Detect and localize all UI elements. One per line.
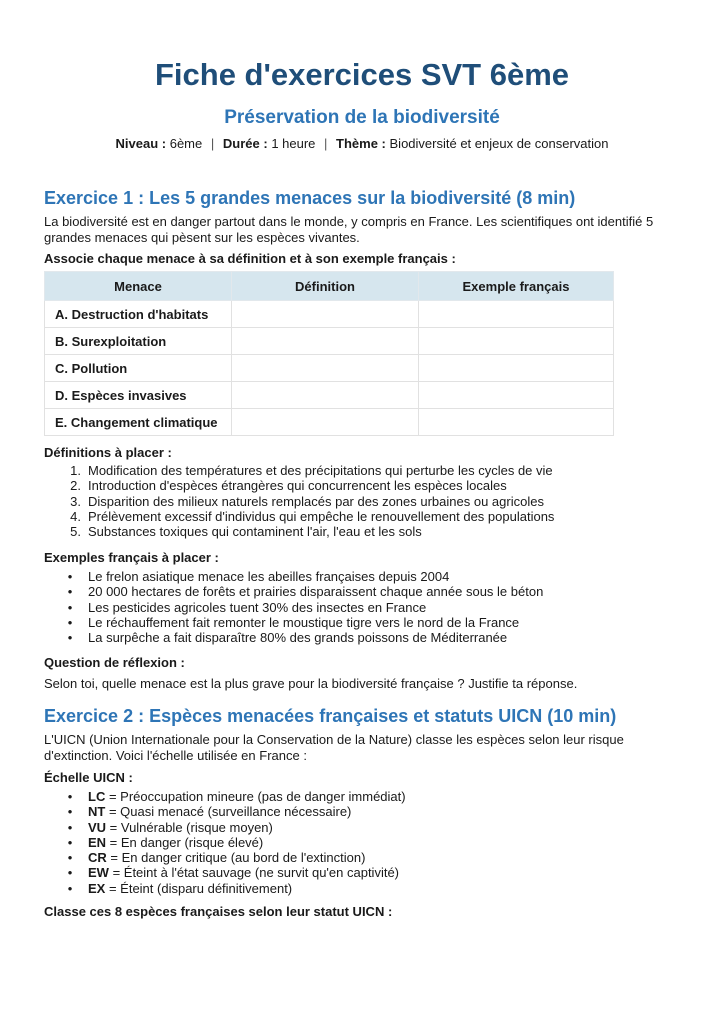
definition-answer-cell[interactable] (232, 328, 419, 355)
question-text: Selon toi, quelle menace est la plus grave pour la biodiversité française ? Justifie ta réponse. (44, 676, 578, 691)
item-number: 2. (70, 478, 81, 494)
definition-answer-cell[interactable] (232, 382, 419, 409)
item-number: 4. (70, 508, 81, 524)
example-answer-cell[interactable] (419, 355, 614, 382)
status-code: CR (88, 850, 107, 866)
example-answer-cell[interactable] (419, 301, 614, 328)
status-description: = En danger critique (au bord de l'extinction) (106, 850, 366, 866)
definition-answer-cell[interactable] (232, 301, 419, 328)
bullet-icon: • (67, 819, 73, 835)
bullet-icon: • (67, 834, 73, 850)
meta-duration-label: Durée : (222, 136, 268, 151)
meta-theme-value: Biodiversité et enjeux de conservation (389, 136, 609, 151)
list-item (44, 835, 406, 850)
status-description: = Vulnérable (risque moyen) (106, 819, 273, 835)
exercise1-intro: La biodiversité est en danger partout dans le monde, y compris en France. Les scientifiques ont identifié 5 grandes menaces qui pèsent sur les espèces vivantes. (44, 214, 654, 245)
status-description: = Quasi menacé (surveillance nécessaire) (105, 804, 352, 820)
threat-cell: D. Espèces invasives (45, 382, 232, 409)
uicn-scale-list (44, 789, 406, 896)
bullet-icon: • (67, 880, 73, 896)
item-text: Disparition des milieux naturels remplacés par des zones urbaines ou agricoles (88, 493, 544, 509)
exercise2-instruction: Classe ces 8 espèces françaises selon leur statut UICN : (44, 904, 393, 919)
bullet-icon: • (67, 599, 73, 615)
page-subtitle: Préservation de la biodiversité (224, 107, 500, 128)
list-item (44, 584, 543, 599)
status-code: VU (88, 819, 107, 835)
item-text: Le réchauffement fait remonter le moustique tigre vers le nord de la France (88, 614, 520, 630)
question-label: Question de réflexion : (44, 655, 185, 670)
table-row (45, 409, 614, 436)
item-text: Le frelon asiatique menace les abeilles françaises depuis 2004 (88, 569, 450, 584)
list-item (44, 789, 406, 804)
status-description: = Préoccupation mineure (pas de danger immédiat) (105, 789, 406, 804)
scale-label: Échelle UICN : (44, 770, 133, 785)
status-description: = Éteint (disparu définitivement) (105, 880, 293, 896)
item-number: 5. (70, 524, 81, 540)
meta-separator: | (210, 136, 215, 151)
list-item (44, 615, 543, 630)
list-item (44, 509, 554, 524)
column-header-definition: Définition (232, 272, 419, 301)
examples-list (44, 569, 543, 645)
threat-cell: B. Surexploitation (45, 328, 232, 355)
list-item (44, 600, 543, 615)
exercise2-heading: Exercice 2 : Espèces menacées françaises et statuts UICN (10 min) (44, 706, 617, 726)
page-title: Fiche d'exercices SVT 6ème (154, 57, 570, 92)
status-description: = Éteint à l'état sauvage (ne survit qu'en captivité) (108, 865, 399, 881)
exercise2-intro: L'UICN (Union Internationale pour la Conservation de la Nature) classe les espèces selon leur risque d'extinction. Voici l'échelle utilisée en France : (44, 732, 624, 763)
list-item (44, 850, 406, 865)
bullet-icon: • (67, 804, 73, 820)
status-code: NT (88, 804, 106, 820)
list-item (44, 865, 406, 880)
list-item (44, 804, 406, 819)
table-row (45, 382, 614, 409)
meta-line (44, 136, 680, 152)
item-text: Substances toxiques qui contaminent l'air, l'eau et les sols (88, 524, 422, 540)
meta-level-value: 6ème (169, 136, 203, 151)
exercise1-heading: Exercice 1 : Les 5 grandes menaces sur la biodiversité (8 min) (44, 188, 576, 208)
meta-duration-value: 1 heure (271, 136, 316, 151)
table-row (45, 355, 614, 382)
list-item (44, 494, 554, 509)
bullet-icon: • (67, 789, 73, 804)
status-description: = En danger (risque élevé) (106, 834, 264, 850)
item-number: 3. (70, 493, 81, 509)
example-answer-cell[interactable] (419, 409, 614, 436)
list-item (44, 569, 543, 584)
examples-label: Exemples français à placer : (44, 550, 219, 565)
status-code: LC (88, 789, 106, 804)
threat-cell: E. Changement climatique (45, 409, 232, 436)
item-number: 1. (70, 463, 81, 478)
list-item (44, 881, 406, 896)
definitions-label: Définitions à placer : (44, 445, 172, 460)
item-text: Les pesticides agricoles tuent 30% des insectes en France (88, 599, 427, 615)
definition-answer-cell[interactable] (232, 355, 419, 382)
bullet-icon: • (67, 614, 73, 630)
table-header-row (45, 272, 614, 301)
bullet-icon: • (67, 630, 73, 646)
example-answer-cell[interactable] (419, 328, 614, 355)
table-row (45, 328, 614, 355)
list-item (44, 820, 406, 835)
list-item (44, 524, 554, 539)
example-answer-cell[interactable] (419, 382, 614, 409)
meta-level-label: Niveau : (115, 136, 167, 151)
list-item (44, 630, 543, 645)
column-header-example: Exemple français (419, 272, 614, 301)
definition-answer-cell[interactable] (232, 409, 419, 436)
status-code: EX (88, 880, 106, 896)
bullet-icon: • (67, 865, 73, 881)
status-code: EN (88, 834, 107, 850)
bullet-icon: • (67, 850, 73, 866)
meta-theme-label: Thème : (336, 136, 386, 151)
item-text: Modification des températures et des précipitations qui perturbe les cycles de vie (88, 463, 553, 478)
definitions-list (44, 463, 554, 539)
bullet-icon: • (67, 569, 73, 584)
threat-cell: A. Destruction d'habitats (45, 301, 232, 328)
threats-table (44, 271, 614, 436)
threat-cell: C. Pollution (45, 355, 232, 382)
list-item (44, 478, 554, 493)
column-header-menace: Menace (45, 272, 232, 301)
item-text: 20 000 hectares de forêts et prairies disparaissent chaque année sous le béton (88, 584, 544, 600)
list-item (44, 463, 554, 478)
item-text: Prélèvement excessif d'individus qui empêche le renouvellement des populations (88, 508, 555, 524)
bullet-icon: • (67, 584, 73, 600)
item-text: La surpêche a fait disparaître 80% des grands poissons de Méditerranée (88, 630, 508, 646)
meta-separator: | (324, 136, 328, 151)
table-row (45, 301, 614, 328)
status-code: EW (88, 865, 109, 881)
item-text: Introduction d'espèces étrangères qui concurrencent les espèces locales (88, 478, 507, 494)
exercise1-instruction: Associe chaque menace à sa définition et à son exemple français : (44, 251, 456, 266)
